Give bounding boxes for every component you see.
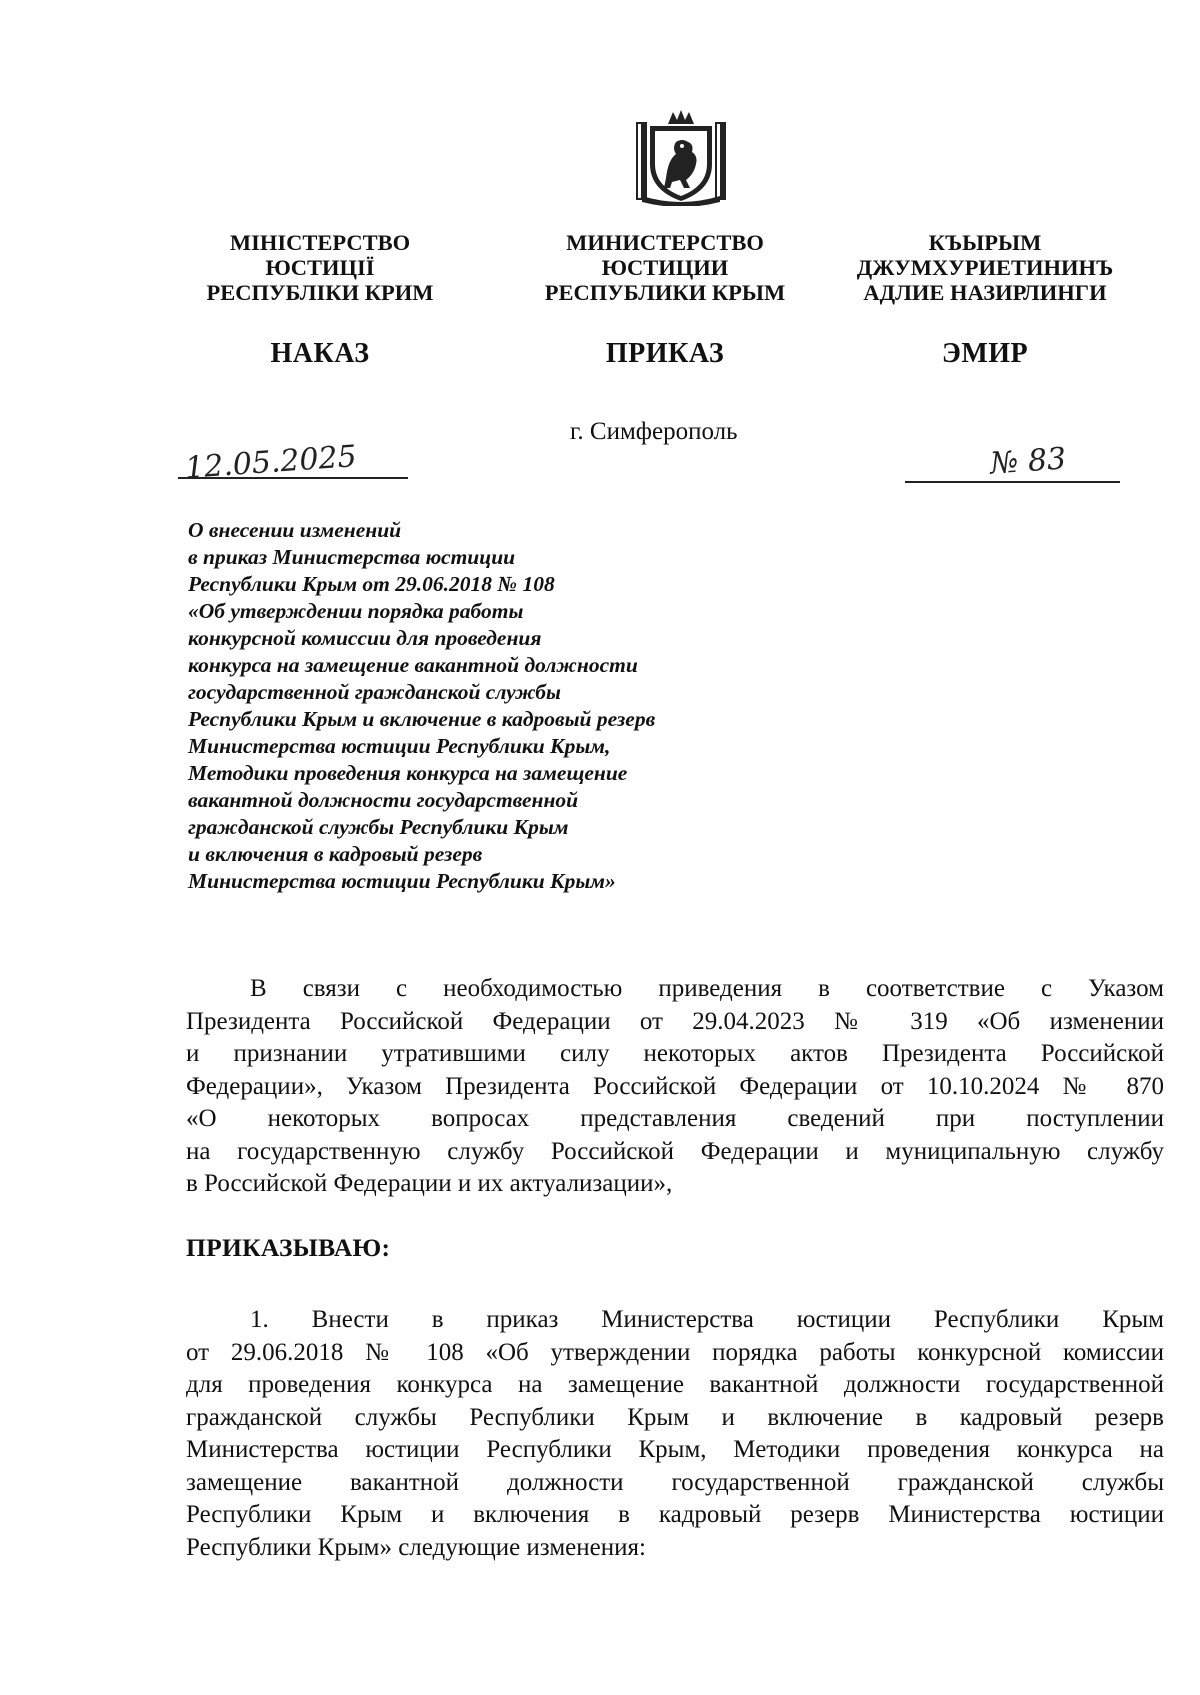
number-handwritten: № 83: [988, 441, 1068, 482]
doc-type-ukrainian: НАКАЗ: [270, 338, 370, 369]
header-line: МІНІСТЕРСТВО: [229, 230, 411, 255]
header-line: МИНИСТЕРСТВО: [566, 230, 764, 255]
text-line: в приказ Министерства юстиции: [188, 545, 516, 569]
text-line: от 29.06.2018 № 108 «Об утверждении порядка работы конкурсной комиссии: [186, 1338, 1164, 1366]
text-line: и включения в кадровый резерв: [188, 842, 483, 866]
doc-type-russian: ПРИКАЗ: [605, 338, 725, 369]
text-line: В связи с необходимостью приведения в соответствие с Указом: [250, 975, 1164, 1002]
text-line: Республики Крым и включение в кадровый резерв: [188, 707, 656, 731]
header-ukrainian: [170, 230, 470, 370]
city: г. Симферополь: [570, 418, 738, 445]
text-line: для проведения конкурса на замещение вакантной должности государственной: [186, 1371, 1164, 1398]
text-line: гражданской службы Республики Крым и включение в кадровый резерв: [186, 1403, 1164, 1431]
header-line: РЕСПУБЛИКИ КРЫМ: [544, 280, 786, 305]
header-line: РЕСПУБЛІКИ КРИМ: [206, 280, 434, 305]
text-line: замещение вакантной должности государственной гражданской службы: [186, 1468, 1164, 1496]
preamble-paragraph: [186, 973, 1164, 1201]
header-line: ЮСТИЦИИ: [601, 255, 729, 280]
text-line: вакантной должности государственной: [188, 788, 579, 812]
text-line: Республики Крым и включения в кадровый резерв Министерства юстиции: [186, 1501, 1164, 1528]
text-line: Федерации», Указом Президента Российской Федерации от 10.10.2024 № 870: [186, 1072, 1164, 1100]
text-line: Министерства юстиции Республики Крым,: [188, 734, 611, 758]
text-line: «Об утверждении порядка работы: [188, 599, 524, 623]
header-crimean-tatar: [835, 230, 1135, 370]
text-line: «О некоторых вопросах представления сведений при поступлении: [186, 1105, 1164, 1132]
order-word: ПРИКАЗЫВАЮ:: [186, 1233, 391, 1262]
text-line: Республики Крым» следующие изменения:: [186, 1533, 646, 1561]
order-item-1: [186, 1304, 1164, 1564]
header-russian: [525, 230, 805, 370]
text-line: конкурса на замещение вакантной должности: [188, 653, 638, 677]
text-line: Министерства юстиции Республики Крым»: [188, 869, 616, 893]
text-line: 1. Внести в приказ Министерства юстиции Республики Крым: [250, 1306, 1164, 1333]
order-subject: [188, 517, 655, 895]
text-line: Министерства юстиции Республики Крым, Методики проведения конкурса на: [186, 1436, 1164, 1463]
text-line: Методики проведения конкурса на замещение: [188, 761, 628, 785]
doc-type-crimean-tatar: ЭМИР: [941, 338, 1029, 369]
text-line: конкурсной комиссии для проведения: [188, 626, 542, 650]
date-underline: [178, 477, 408, 479]
header-line: ДЖУМХУРИЕТИНИНЪ: [856, 255, 1114, 280]
text-line: и признании утратившими силу некоторых актов Президента Российской: [186, 1040, 1164, 1067]
text-line: в Российской Федерации и их актуализации»,: [186, 1170, 673, 1197]
text-line: О внесении изменений: [188, 518, 402, 542]
text-line: гражданской службы Республики Крым: [188, 815, 569, 839]
text-line: на государственную службу Российской Федерации и муниципальную службу: [186, 1137, 1164, 1165]
header-line: КЪЫРЫМ: [928, 230, 1042, 255]
crimea-coat-of-arms-icon: [632, 108, 730, 206]
header-line: АДЛИЕ НАЗИРЛИНГИ: [863, 280, 1107, 305]
header-line: ЮСТИЦІЇ: [265, 255, 375, 280]
date-handwritten: 12.05.2025: [183, 439, 358, 486]
text-line: Республики Крым от 29.06.2018 № 108: [188, 572, 555, 596]
number-underline: [905, 481, 1120, 483]
text-line: государственной гражданской службы: [188, 680, 561, 704]
text-line: Президента Российской Федерации от 29.04.2023 № 319 «Об изменении: [186, 1007, 1164, 1035]
